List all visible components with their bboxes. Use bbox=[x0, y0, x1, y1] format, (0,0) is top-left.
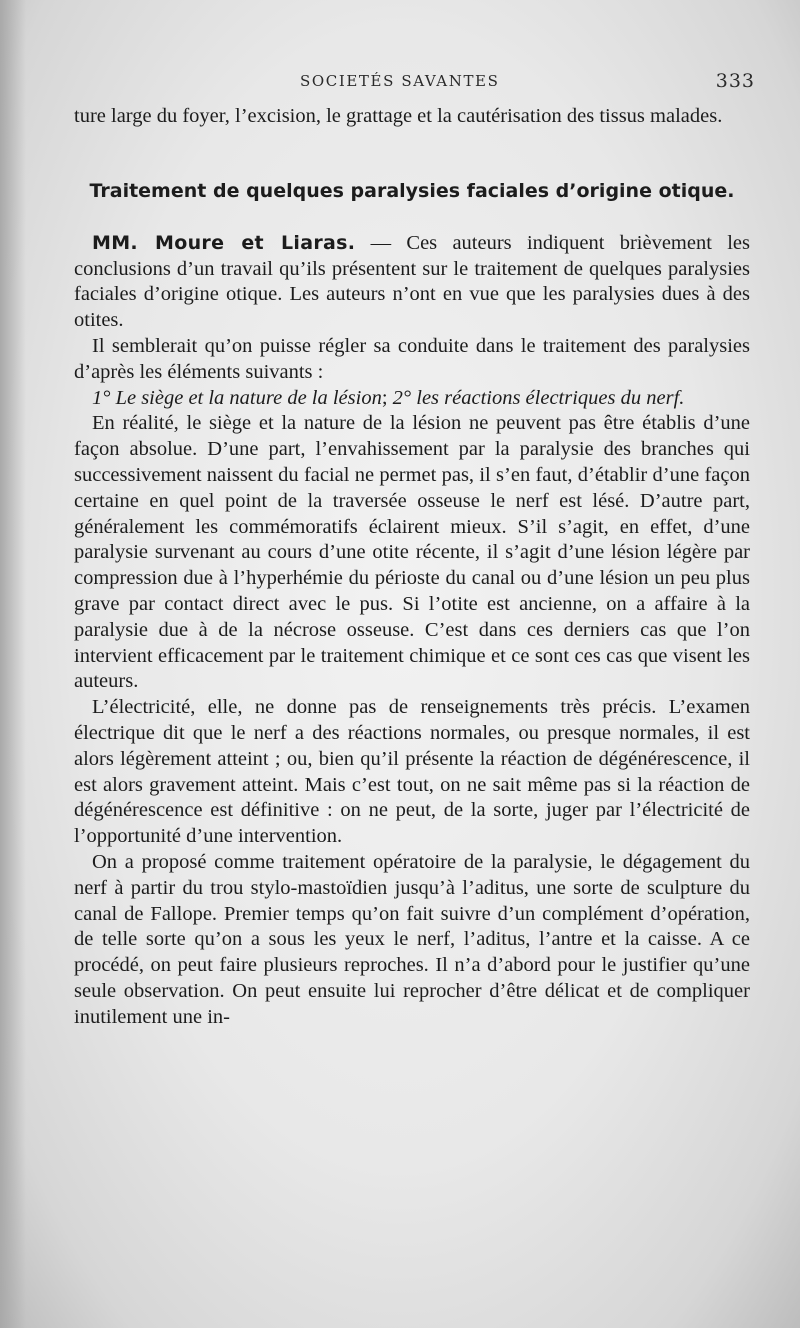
page-number: 333 bbox=[715, 70, 755, 92]
paragraph-6: On a proposé comme traitement opératoire de la paralysie, le dégagement du nerf à partir du trou stylo-mastoïdien jusqu’à l’aditus, une sorte de sculpture du canal de Fallope. Premier temps qu’on fait suivre d’un complément d’opération, de telle sorte qu’on a sous les yeux le nerf, l’aditus, l’antre et la caisse. A ce procédé, on peut faire plusieurs reproches. Il n’a d’abord pour le justifier qu’une seule observation. On peut ensuite lui reprocher d’être délicat et de compliquer inutilement une in- bbox=[74, 850, 750, 1028]
paragraph-1-text: — Ces auteurs indiquent brièvement les conclusions d’un travail qu’ils présentent sur le traitement de quelques paralysies faciales d’origine otique. Les auteurs n’ont en vue que les paralysies dues à des otites. bbox=[74, 231, 750, 332]
criterion-separator: ; bbox=[381, 386, 393, 409]
criterion-1: 1° Le siège et la nature de la lésion bbox=[92, 386, 382, 409]
author-names: MM. Moure et Liaras. bbox=[92, 231, 356, 254]
running-head: SOCIETÉS SAVANTES bbox=[300, 72, 500, 90]
paragraph-5: L’électricité, elle, ne donne pas de renseignements très précis. L’examen électrique dit que le nerf a des réactions normales, ou presque normales, il est alors légèrement atteint ; ou, bien qu’il présente la réaction de dégénérescence, il est alors gravement atteint. Mais c’est tout, on ne sait même pas si la réaction de dégénérescence est définitive : on ne peut, de la sorte, juger par l’électricité de l’opportunité d’une intervention. bbox=[74, 696, 750, 848]
criterion-2: 2° les réactions électriques du nerf. bbox=[392, 386, 685, 409]
page-header bbox=[0, 72, 800, 96]
intro-paragraph: ture large du foyer, l’excision, le grattage et la cautérisation des tissus malades. bbox=[74, 105, 723, 127]
section-title: Traitement de quelques paralysies faciales d’origine otique. bbox=[89, 179, 735, 202]
paragraph-2: Il semblerait qu’on puisse régler sa conduite dans le traitement des paralysies d’après les éléments suivants : bbox=[74, 334, 750, 383]
article-body bbox=[74, 104, 750, 1031]
paragraph-authors bbox=[74, 231, 750, 334]
paragraph-3 bbox=[74, 386, 750, 412]
binding-shadow bbox=[0, 0, 26, 1328]
paragraph-4: En réalité, le siège et la nature de la lésion ne peuvent pas être établis d’une façon absolue. D’une part, l’envahissement par la paralysie des branches qui successivement naissent du facial ne permet pas, il s’en faut, d’établir d’une façon certaine en quel point de la traversée osseuse le nerf est lésé. D’autre part, généralement les commémoratifs éclairent mieux. S’il s’agit, en effet, d’une paralysie survenant au cours d’une otite récente, il s’agit d’une lésion légère par compression due à l’hyperhémie du périoste du canal ou d’une lésion un peu plus grave par contact direct avec le pus. Si l’otite est ancienne, on a affaire à la paralysie due à de la nécrose osseuse. C’est dans ces derniers cas que l’on intervient efficacement par le traitement chimique et ce sont ces cas que visent les auteurs. bbox=[74, 412, 750, 693]
